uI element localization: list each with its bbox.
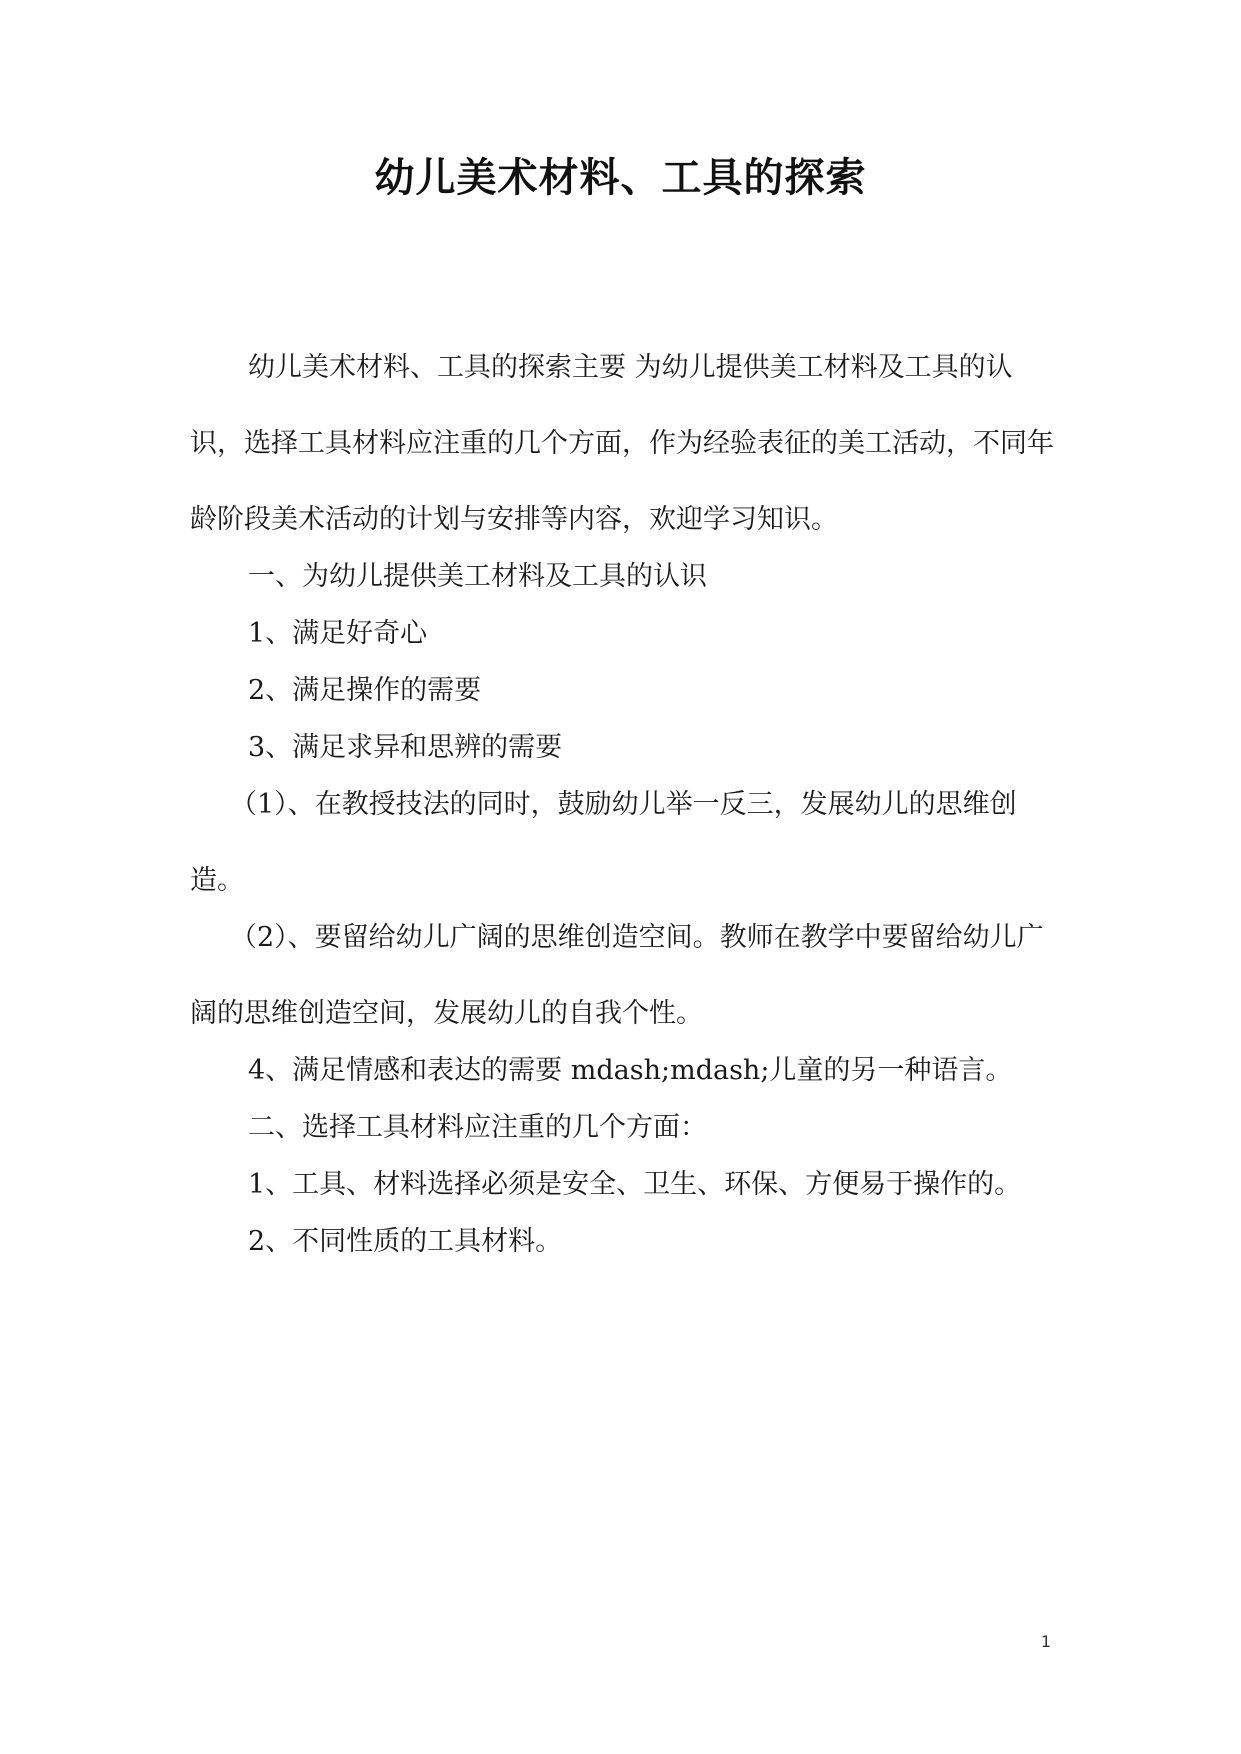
list-item-2: 2、满足操作的需要 xyxy=(248,675,482,706)
section-heading-1: 一、为幼儿提供美工材料及工具的认识 xyxy=(248,561,707,592)
sub-item-1: （1）、在教授技法的同时，鼓励幼儿举一反三，发展幼儿的思维创造。 xyxy=(190,789,1017,896)
list-item-6: 2、不同性质的工具材料。 xyxy=(248,1226,563,1257)
list-item-4: 4、满足情感和表达的需要 mdash;mdash;儿童的另一种语言。 xyxy=(248,1055,1013,1086)
document-body xyxy=(190,330,1060,1280)
document-title: 幼儿美术材料、工具的探索 xyxy=(374,155,867,201)
paragraph-intro: 幼儿美术材料、工具的探索主要 为幼儿提供美工材料及工具的认识，选择工具材料应注重的几个方面，作为经验表征的美工活动，不同年龄阶段美术活动的计划与安排等内容，欢迎学习知识。 xyxy=(190,352,1054,535)
list-item-1: 1、满足好奇心 xyxy=(248,618,428,649)
sub-item-2: （2）、要留给幼儿广阔的思维创造空间。教师在教学中要留给幼儿广阔的思维创造空间，发展幼儿的自我个性。 xyxy=(190,922,1044,1029)
page-number: 1 xyxy=(1040,1632,1051,1651)
list-item-5: 1、工具、材料选择必须是安全、卫生、环保、方便易于操作的。 xyxy=(248,1169,1022,1200)
section-heading-2: 二、选择工具材料应注重的几个方面： xyxy=(248,1112,707,1143)
list-item-3: 3、满足求异和思辨的需要 xyxy=(248,732,563,763)
